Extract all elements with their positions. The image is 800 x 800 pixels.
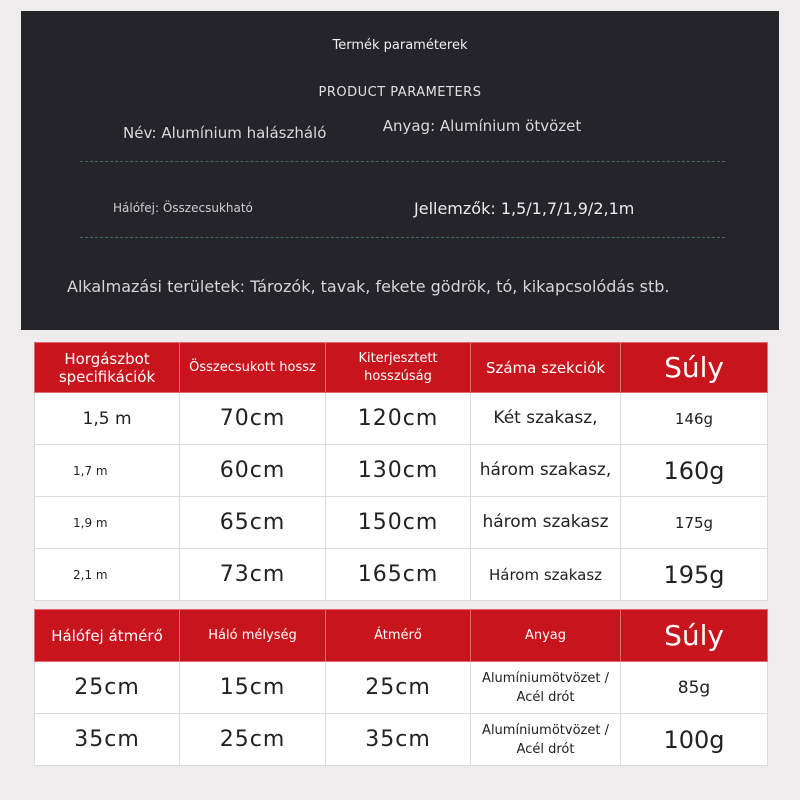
param-name: Név: Alumínium halászháló bbox=[123, 124, 327, 142]
cell-sections: három szakasz bbox=[471, 497, 621, 549]
header-weight: Súly bbox=[621, 343, 768, 393]
divider bbox=[80, 161, 725, 162]
cell-spec: 1,7 m bbox=[35, 445, 180, 497]
cell-weight: 85g bbox=[621, 662, 768, 714]
cell-depth: 25cm bbox=[180, 714, 326, 766]
rod-spec-table bbox=[34, 342, 768, 601]
cell-folded: 65cm bbox=[180, 497, 326, 549]
param-net-head: Hálófej: Összecsukható bbox=[113, 201, 253, 215]
header-rod-spec: Horgászbot specifikációk bbox=[35, 343, 180, 393]
panel-title: Termék paraméterek bbox=[332, 38, 468, 53]
cell-weight: 175g bbox=[621, 497, 768, 549]
cell-weight: 160g bbox=[621, 445, 768, 497]
cell-extended: 165cm bbox=[326, 549, 471, 601]
header-folded-length: Összecsukott hossz bbox=[180, 343, 326, 393]
param-applications: Alkalmazási területek: Tározók, tavak, fekete gödrök, tó, kikapcsolódás stb. bbox=[67, 277, 670, 296]
product-parameters-panel bbox=[21, 11, 779, 330]
cell-weight: 100g bbox=[621, 714, 768, 766]
cell-spec: 1,9 m bbox=[35, 497, 180, 549]
table-row bbox=[35, 549, 768, 601]
cell-weight: 195g bbox=[621, 549, 768, 601]
table-row bbox=[35, 445, 768, 497]
table-row bbox=[35, 497, 768, 549]
cell-folded: 73cm bbox=[180, 549, 326, 601]
panel-subtitle: PRODUCT PARAMETERS bbox=[318, 85, 482, 100]
cell-sections: Két szakasz, bbox=[471, 393, 621, 445]
cell-diameter: 25cm bbox=[326, 662, 471, 714]
table-row bbox=[35, 714, 768, 766]
cell-folded: 60cm bbox=[180, 445, 326, 497]
cell-head-diameter: 35cm bbox=[35, 714, 180, 766]
net-spec-table bbox=[34, 609, 768, 766]
header-net-head-diameter: Hálófej átmérő bbox=[35, 610, 180, 662]
header-extended-length: Kiterjesztett hosszúság bbox=[326, 343, 471, 393]
cell-extended: 150cm bbox=[326, 497, 471, 549]
divider bbox=[80, 237, 725, 238]
cell-spec: 2,1 m bbox=[35, 549, 180, 601]
cell-depth: 15cm bbox=[180, 662, 326, 714]
cell-material: Alumíniumötvözet / Acél drót bbox=[471, 714, 621, 766]
header-diameter: Átmérő bbox=[326, 610, 471, 662]
header-sections: Száma szekciók bbox=[471, 343, 621, 393]
cell-material: Alumíniumötvözet / Acél drót bbox=[471, 662, 621, 714]
param-material: Anyag: Alumínium ötvözet bbox=[382, 117, 582, 135]
cell-extended: 130cm bbox=[326, 445, 471, 497]
header-material: Anyag bbox=[471, 610, 621, 662]
header-net-depth: Háló mélység bbox=[180, 610, 326, 662]
table-header-row bbox=[35, 610, 768, 662]
table-header-row bbox=[35, 343, 768, 393]
cell-extended: 120cm bbox=[326, 393, 471, 445]
header-weight: Súly bbox=[621, 610, 768, 662]
cell-sections: három szakasz, bbox=[471, 445, 621, 497]
cell-weight: 146g bbox=[621, 393, 768, 445]
table-row bbox=[35, 393, 768, 445]
param-features: Jellemzők: 1,5/1,7/1,9/2,1m bbox=[414, 199, 635, 218]
cell-diameter: 35cm bbox=[326, 714, 471, 766]
table-row bbox=[35, 662, 768, 714]
cell-spec: 1,5 m bbox=[35, 393, 180, 445]
cell-sections: Három szakasz bbox=[471, 549, 621, 601]
cell-head-diameter: 25cm bbox=[35, 662, 180, 714]
cell-folded: 70cm bbox=[180, 393, 326, 445]
